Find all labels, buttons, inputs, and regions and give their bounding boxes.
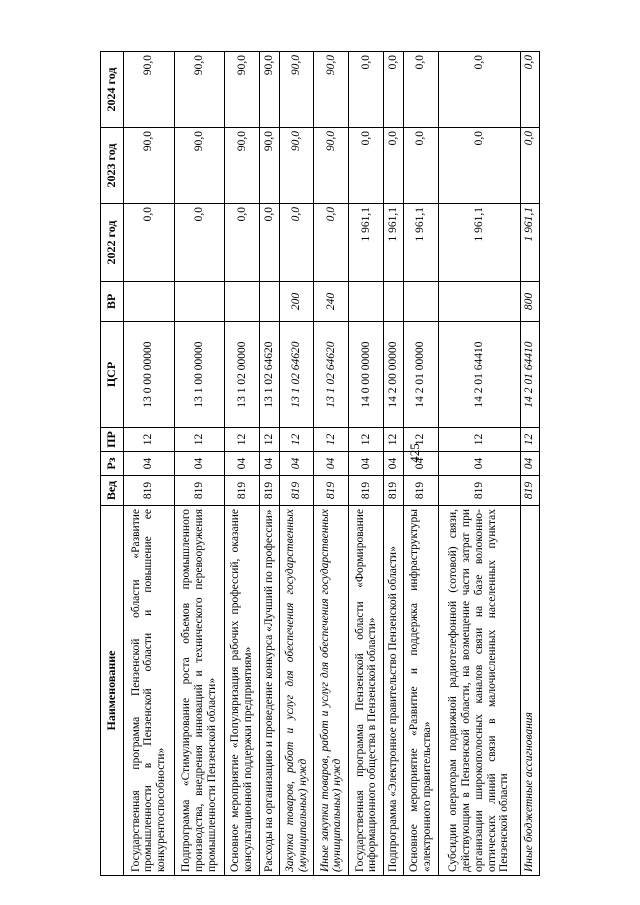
cell-2024: 0,0 xyxy=(438,52,520,128)
table-header-row xyxy=(101,52,124,876)
cell-ved: 819 xyxy=(384,476,403,506)
cell-vr xyxy=(384,282,403,322)
cell-pr: 12 xyxy=(403,428,438,452)
cell-2024: 90,0 xyxy=(314,52,349,128)
cell-2022: 1 961,1 xyxy=(438,204,520,282)
cell-name: Государственная программа Пензенской области «Формирование информационного общества в Пензенской области» xyxy=(349,506,384,876)
table-row xyxy=(260,52,279,876)
cell-2022: 1 961,1 xyxy=(349,204,384,282)
cell-pr: 12 xyxy=(384,428,403,452)
cell-vr xyxy=(438,282,520,322)
cell-2023: 0,0 xyxy=(384,128,403,204)
cell-csr: 14 2 00 00000 xyxy=(384,322,403,428)
cell-2022: 0,0 xyxy=(314,204,349,282)
cell-rz: 04 xyxy=(520,452,539,476)
cell-name: Иные бюджетные ассигнования xyxy=(520,506,539,876)
cell-2022: 1 961,1 xyxy=(403,204,438,282)
cell-2023: 0,0 xyxy=(349,128,384,204)
table-row xyxy=(349,52,384,876)
cell-pr: 12 xyxy=(520,428,539,452)
cell-2024: 0,0 xyxy=(349,52,384,128)
cell-vr xyxy=(260,282,279,322)
cell-name: Основное мероприятие «Популяризация рабочих профессий, оказание консультационной поддержки предприятиям» xyxy=(225,506,260,876)
table-row xyxy=(520,52,539,876)
cell-vr: 200 xyxy=(279,282,314,322)
cell-name: Основное мероприятие «Развитие и поддержка инфраструктуры «электронного правительства» xyxy=(403,506,438,876)
cell-vr: 240 xyxy=(314,282,349,322)
cell-rz: 04 xyxy=(384,452,403,476)
cell-name: Подпрограмма «Электронное правительство Пензенской области» xyxy=(384,506,403,876)
cell-2023: 90,0 xyxy=(260,128,279,204)
budget-table xyxy=(100,51,540,876)
cell-csr: 14 2 01 64410 xyxy=(438,322,520,428)
table-row xyxy=(438,52,520,876)
cell-2024: 90,0 xyxy=(260,52,279,128)
cell-rz: 04 xyxy=(438,452,520,476)
cell-ved: 819 xyxy=(124,476,175,506)
cell-name: Расходы на организацию и проведение конкурса «Лучший по профессии» xyxy=(260,506,279,876)
cell-pr: 12 xyxy=(279,428,314,452)
table-row xyxy=(124,52,175,876)
header-rz: Рз xyxy=(101,452,124,476)
cell-2023: 90,0 xyxy=(225,128,260,204)
cell-csr: 14 2 01 64410 xyxy=(520,322,539,428)
cell-name: Субсидии операторам подвижной радиотелефонной (сотовой) связи, действующим в Пензенской области, на возмещение части затрат при организации широкополосных каналов связи на базе волоконно-оптических линий связи в малочисленных населенных пунктах Пензенской области xyxy=(438,506,520,876)
cell-2024: 90,0 xyxy=(174,52,225,128)
header-2024: 2024 год xyxy=(101,52,124,128)
table-row xyxy=(384,52,403,876)
cell-2023: 90,0 xyxy=(124,128,175,204)
header-csr: ЦСР xyxy=(101,322,124,428)
cell-vr xyxy=(124,282,175,322)
cell-2024: 90,0 xyxy=(279,52,314,128)
cell-2023: 90,0 xyxy=(314,128,349,204)
cell-2022: 0,0 xyxy=(174,204,225,282)
cell-ved: 819 xyxy=(438,476,520,506)
cell-ved: 819 xyxy=(349,476,384,506)
cell-ved: 819 xyxy=(314,476,349,506)
cell-rz: 04 xyxy=(174,452,225,476)
cell-2023: 90,0 xyxy=(279,128,314,204)
page-number: 425 xyxy=(407,443,422,463)
cell-2024: 90,0 xyxy=(124,52,175,128)
cell-pr: 12 xyxy=(349,428,384,452)
header-ved: Вед xyxy=(101,476,124,506)
cell-rz: 04 xyxy=(314,452,349,476)
cell-2022: 0,0 xyxy=(124,204,175,282)
cell-rz: 04 xyxy=(279,452,314,476)
cell-2023: 0,0 xyxy=(520,128,539,204)
rotated-table-container xyxy=(100,52,540,876)
cell-name: Подпрограмма «Стимулирование роста объемов промышленного производства, внедрения инноваций и технического перевооружения промышленности Пензенской области» xyxy=(174,506,225,876)
cell-rz: 04 xyxy=(225,452,260,476)
cell-ved: 819 xyxy=(403,476,438,506)
header-name: Наименование xyxy=(101,506,124,876)
cell-pr: 12 xyxy=(260,428,279,452)
cell-csr: 13 1 02 00000 xyxy=(225,322,260,428)
header-2022: 2022 год xyxy=(101,204,124,282)
cell-2022: 0,0 xyxy=(260,204,279,282)
cell-2024: 0,0 xyxy=(520,52,539,128)
cell-2022: 0,0 xyxy=(225,204,260,282)
cell-2022: 1 961,1 xyxy=(384,204,403,282)
cell-pr: 12 xyxy=(124,428,175,452)
cell-vr xyxy=(349,282,384,322)
cell-csr: 14 2 01 00000 xyxy=(403,322,438,428)
header-pr: ПР xyxy=(101,428,124,452)
table-row xyxy=(225,52,260,876)
cell-vr xyxy=(174,282,225,322)
cell-name: Закупка товаров, работ и услуг для обеспечения государственных (муниципальных) нужд xyxy=(279,506,314,876)
cell-2022: 0,0 xyxy=(279,204,314,282)
cell-pr: 12 xyxy=(314,428,349,452)
cell-rz: 04 xyxy=(260,452,279,476)
header-vr: ВР xyxy=(101,282,124,322)
cell-2023: 0,0 xyxy=(438,128,520,204)
cell-rz: 04 xyxy=(349,452,384,476)
cell-ved: 819 xyxy=(260,476,279,506)
cell-csr: 13 1 02 64620 xyxy=(314,322,349,428)
cell-csr: 13 0 00 00000 xyxy=(124,322,175,428)
cell-pr: 12 xyxy=(438,428,520,452)
cell-vr xyxy=(403,282,438,322)
cell-vr xyxy=(225,282,260,322)
cell-ved: 819 xyxy=(174,476,225,506)
cell-ved: 819 xyxy=(520,476,539,506)
cell-pr: 12 xyxy=(225,428,260,452)
cell-csr: 13 1 02 64620 xyxy=(260,322,279,428)
table-row xyxy=(314,52,349,876)
cell-pr: 12 xyxy=(174,428,225,452)
cell-rz: 04 xyxy=(403,452,438,476)
cell-2023: 90,0 xyxy=(174,128,225,204)
header-2023: 2023 год xyxy=(101,128,124,204)
cell-2024: 0,0 xyxy=(384,52,403,128)
cell-csr: 13 1 00 00000 xyxy=(174,322,225,428)
cell-2024: 0,0 xyxy=(403,52,438,128)
cell-2022: 1 961,1 xyxy=(520,204,539,282)
cell-csr: 14 0 00 00000 xyxy=(349,322,384,428)
table-row xyxy=(403,52,438,876)
cell-2023: 0,0 xyxy=(403,128,438,204)
cell-ved: 819 xyxy=(279,476,314,506)
table-row xyxy=(174,52,225,876)
cell-name: Иные закупки товаров, работ и услуг для обеспечения государственных (муниципальных) нужд xyxy=(314,506,349,876)
cell-rz: 04 xyxy=(124,452,175,476)
cell-ved: 819 xyxy=(225,476,260,506)
cell-name: Государственная программа Пензенской области «Развитие промышленности в Пензенской области и повышение ее конкурентоспособности» xyxy=(124,506,175,876)
cell-2024: 90,0 xyxy=(225,52,260,128)
cell-csr: 13 1 02 64620 xyxy=(279,322,314,428)
cell-vr: 800 xyxy=(520,282,539,322)
table-row xyxy=(279,52,314,876)
